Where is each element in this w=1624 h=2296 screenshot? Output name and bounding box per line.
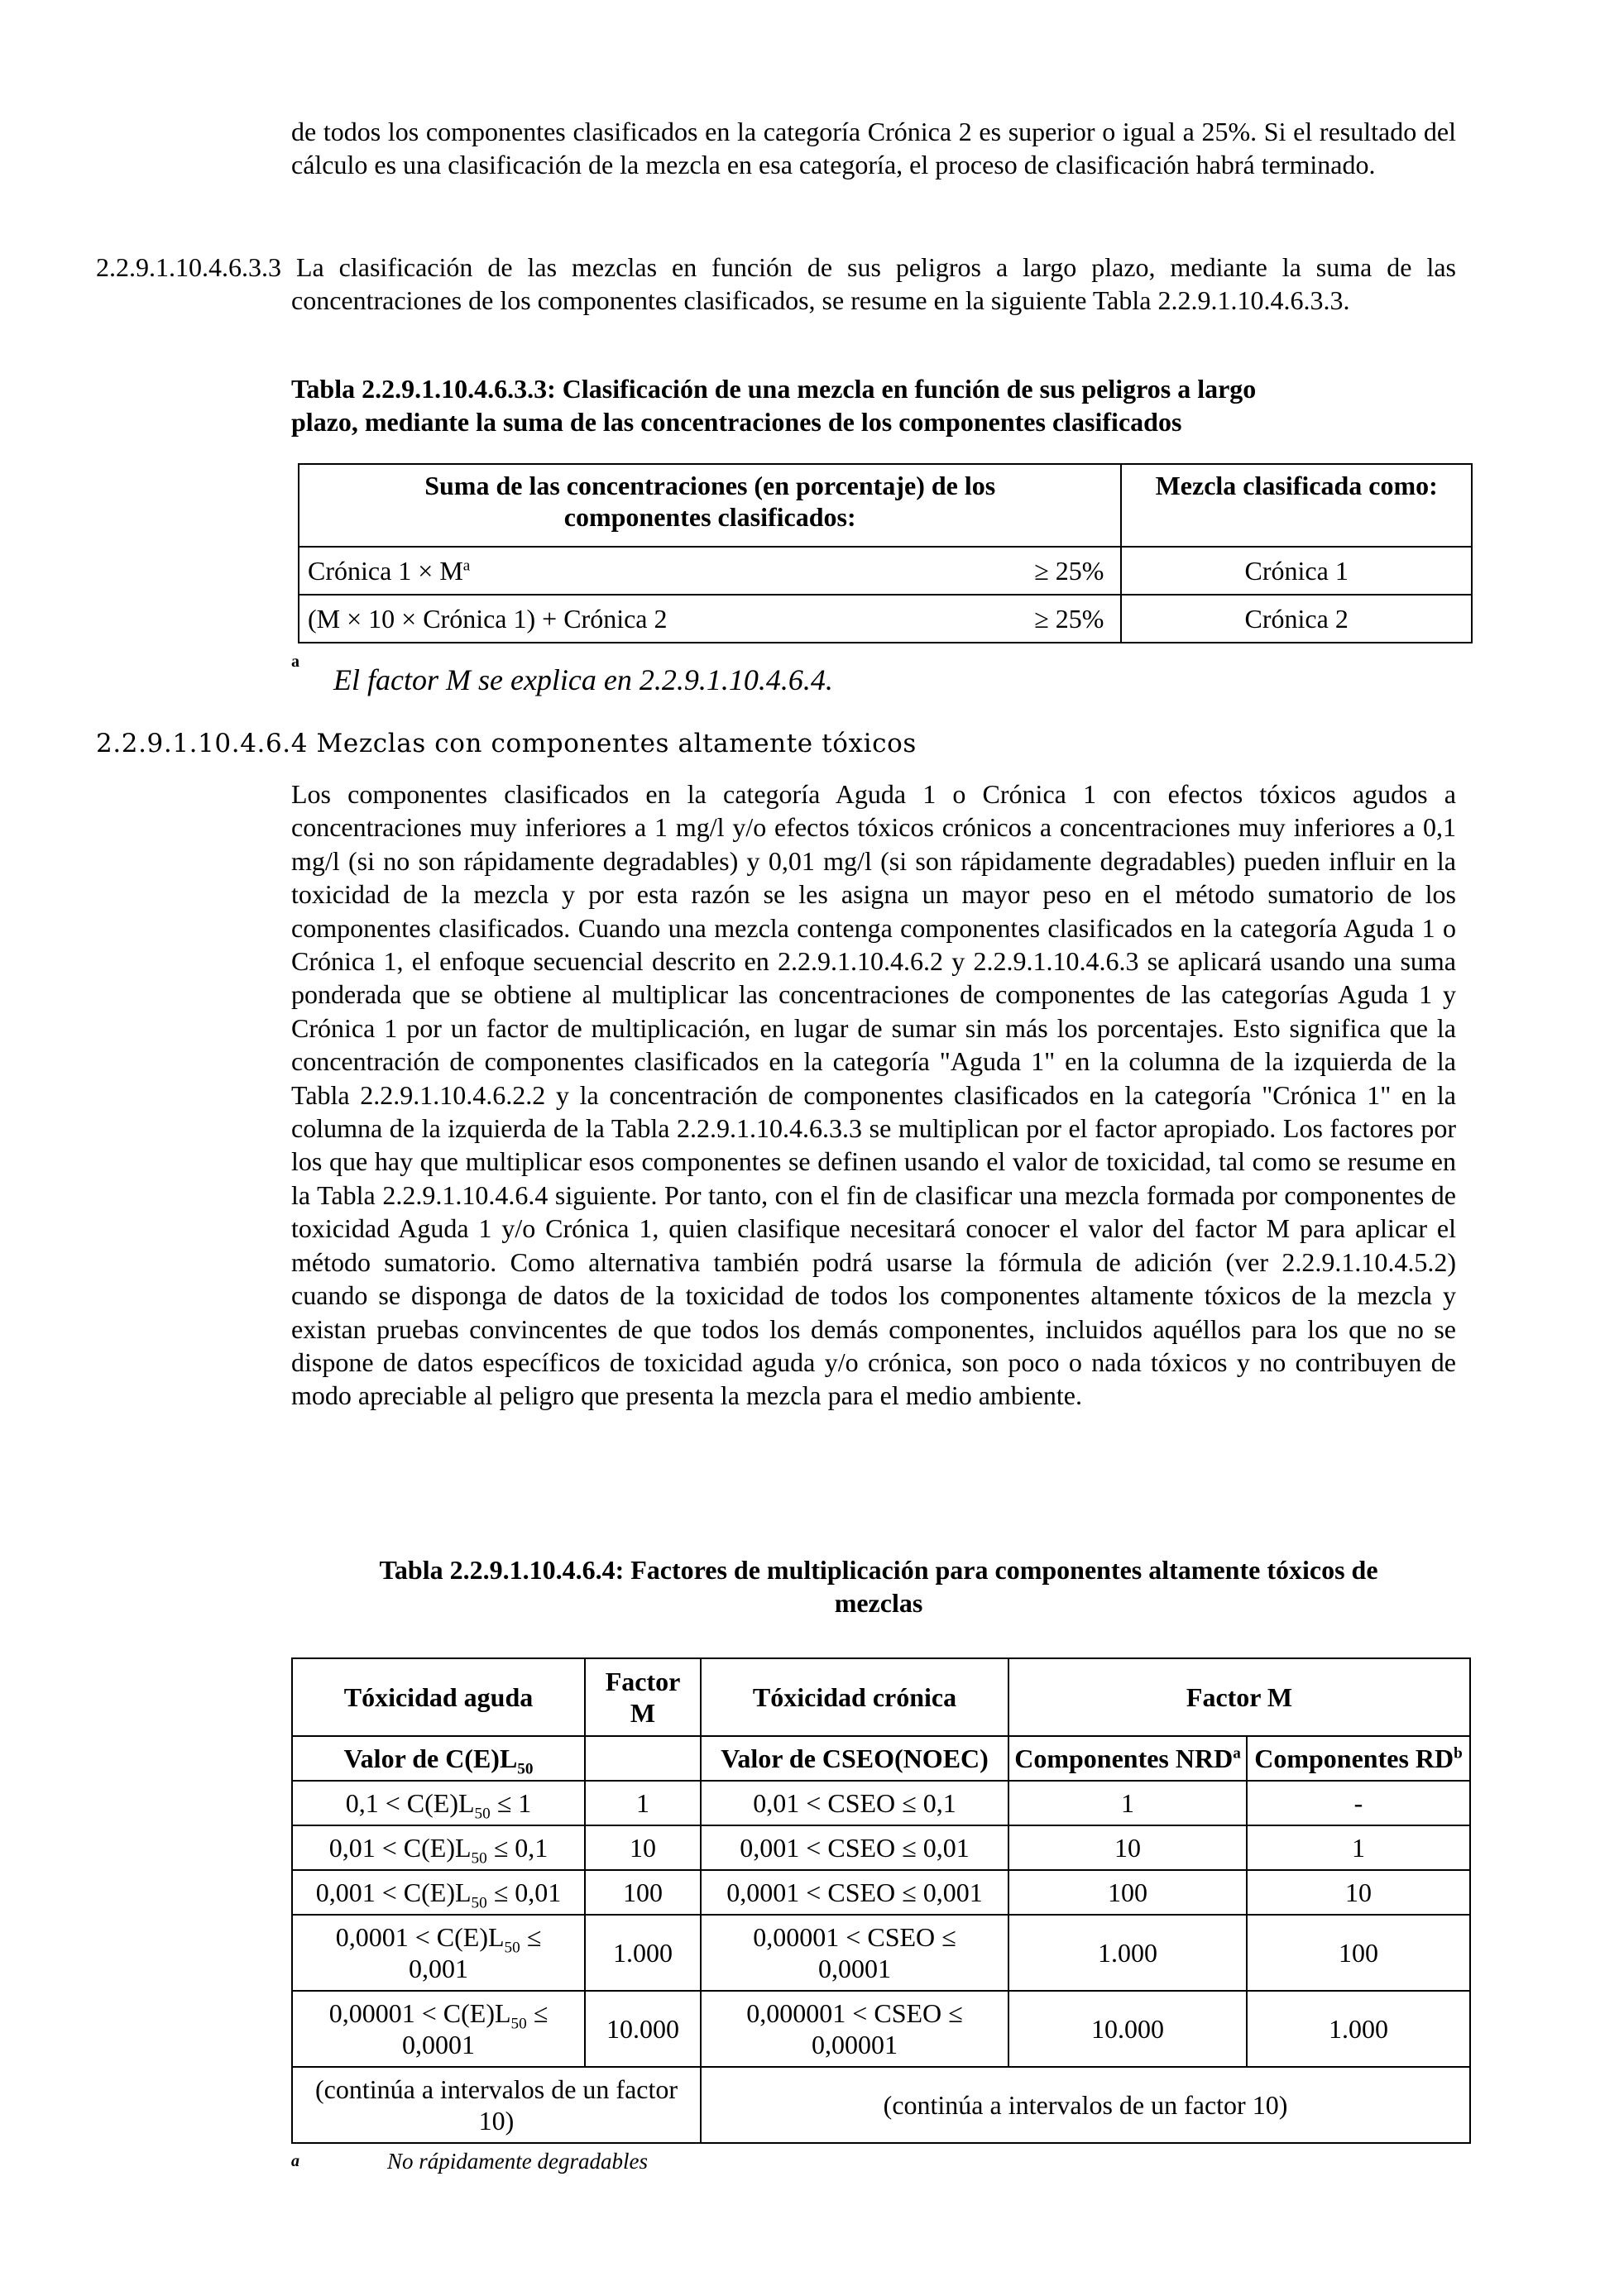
acute-range-text: 0,0001 < C(E)L (335, 1922, 505, 1952)
intro-paragraph: de todos los componentes clasificados en la categoría Crónica 2 es superior o igual a 25%. Si el resultado del cálculo es una clasificación de la mezcla en esa categoría, el proceso de clasificación habrá terminado. (291, 117, 1456, 179)
acute-range-text: 0,1 < C(E)L (345, 1788, 475, 1818)
section-3-text: La clasificación de las mezclas en función de sus peligros a largo plazo, mediante la suma de las concentraciones de los componentes clasificados, se resume en la siguiente Tabla 2.2.9.1.10.4.6.3.3. (291, 252, 1457, 315)
table2-subheader-acute (292, 1736, 585, 1781)
table-row (299, 547, 1472, 595)
table1-header-classified: Mezcla clasificada como: (1121, 464, 1472, 547)
table2-factor-cell: 10.000 (585, 1991, 701, 2067)
table2-rd-cell: 1 (1247, 1825, 1470, 1870)
table1-title-line2: plazo, mediante la suma de las concentraciones de los componentes clasificados (291, 407, 1182, 437)
acute-range-text: 0,001 < C(E)L (315, 1877, 472, 1907)
table2-subheader-nrd-text: Componentes NRD (1014, 1744, 1234, 1773)
footnote-marker: a (462, 557, 471, 575)
table1-threshold: ≥ 25% (970, 547, 1121, 595)
table2-nrd-cell: 10 (1008, 1825, 1247, 1870)
table-row (292, 1781, 1470, 1825)
section-3-paragraph (96, 251, 1456, 317)
table2-rd-cell: - (1247, 1781, 1470, 1825)
table2-factor-cell: 100 (585, 1870, 701, 1915)
table1-expr-cell (299, 547, 970, 595)
table1-expr: (M × 10 × Crónica 1) + Crónica 2 (308, 604, 668, 634)
table-row (292, 1915, 1470, 1991)
table2-header-factor (585, 1658, 701, 1736)
acute-range-text: ≤ (526, 1998, 549, 2028)
table2-factor-cell: 1 (585, 1781, 701, 1825)
table2-acute-cell (292, 1781, 585, 1825)
acute-range-text: 0,01 < C(E)L (328, 1833, 472, 1863)
table2-acute-cell (292, 1825, 585, 1870)
table1-footnote-text: El factor M se explica en 2.2.9.1.10.4.6.4. (333, 663, 833, 696)
table2-chronic-cell: 0,001 < CSEO ≤ 0,01 (701, 1825, 1008, 1870)
table2-header-factor-line1: Factor (605, 1667, 681, 1696)
table2-chronic-cell: 0,01 < CSEO ≤ 0,1 (701, 1781, 1008, 1825)
table2-acute-cell (292, 1870, 585, 1915)
continue-left-line2: 10) (478, 2106, 515, 2136)
table2-nrd-cell: 10.000 (1008, 1991, 1247, 2067)
table2-chronic-cell (701, 1991, 1008, 2067)
table2-acute-cell (292, 1915, 585, 1991)
subscript-50: 50 (517, 1760, 534, 1778)
table2-header-acute: Tóxicidad aguda (292, 1658, 585, 1736)
table2-rd-cell: 10 (1247, 1870, 1470, 1915)
acute-range-text: ≤ 0,01 (486, 1877, 562, 1907)
table-row (292, 1991, 1470, 2067)
table2-subheader-chronic: Valor de CSEO(NOEC) (701, 1736, 1008, 1781)
table2-chronic-cell (701, 1915, 1008, 1991)
table1-expr: Crónica 1 × M (308, 556, 463, 586)
table2-subheader-acute-text: Valor de C(E)L (343, 1744, 518, 1773)
table1-result: Crónica 1 (1121, 547, 1472, 595)
acute-range-text: ≤ 1 (490, 1788, 532, 1818)
table2-title (291, 1553, 1466, 1619)
chronic-range-text: 0,0001 (818, 1954, 891, 1983)
table2-subheader-empty (585, 1736, 701, 1781)
table1-threshold: ≥ 25% (970, 595, 1121, 643)
table2-header-factor-m: Factor M (1008, 1658, 1470, 1736)
table1 (298, 463, 1473, 643)
chronic-range-text: 0,00001 (812, 2030, 898, 2059)
subscript-50: 50 (471, 1894, 487, 1912)
table2-title-line2: mezclas (834, 1588, 923, 1618)
subscript-50: 50 (471, 1849, 487, 1868)
table2-acute-cell (292, 1991, 585, 2067)
table2-title-line1: Tabla 2.2.9.1.10.4.6.4: Factores de multiplicación para componentes altamente tóxicos de (379, 1555, 1378, 1585)
table2-subheader-rd-text: Componentes RD (1254, 1744, 1454, 1773)
table2-continue-right: (continúa a intervalos de un factor 10) (701, 2067, 1470, 2143)
subscript-50: 50 (510, 2015, 527, 2033)
table1-header-sum (299, 464, 1121, 547)
table2-factor-cell: 10 (585, 1825, 701, 1870)
table1-header-sum-line1: Suma de las concentraciones (en porcentaje) de los (424, 471, 996, 500)
acute-range-text: 0,00001 < C(E)L (328, 1998, 511, 2028)
table1-footnote (291, 653, 833, 698)
subscript-50: 50 (504, 1939, 520, 1957)
acute-range-text: 0,0001 (402, 2030, 475, 2059)
table1-header-sum-line2: componentes clasificados: (563, 502, 856, 532)
table-row (292, 2067, 1470, 2143)
table2-header-chronic: Tóxicidad crónica (701, 1658, 1008, 1736)
chronic-range-text: 0,000001 < CSEO ≤ (746, 1998, 963, 2028)
table2-factor-cell: 1.000 (585, 1915, 701, 1991)
table2-subheader-rd (1247, 1736, 1470, 1781)
acute-range-text: ≤ (520, 1922, 542, 1952)
table2-rd-cell: 1.000 (1247, 1991, 1470, 2067)
table1-result: Crónica 2 (1121, 595, 1472, 643)
table2-footnote-mark: a (291, 2152, 299, 2170)
table1-title (291, 372, 1466, 438)
chronic-range-text: 0,00001 < CSEO ≤ (753, 1922, 956, 1952)
table1-footnote-mark: a (291, 653, 299, 671)
acute-range-text: 0,001 (409, 1954, 468, 1983)
table2-chronic-cell: 0,0001 < CSEO ≤ 0,001 (701, 1870, 1008, 1915)
footnote-marker: b (1454, 1744, 1463, 1763)
table1-title-line1: Tabla 2.2.9.1.10.4.6.3.3: Clasificación de una mezcla en función de sus peligros a largo (291, 374, 1257, 404)
table1-expr-cell (299, 595, 970, 643)
table2-nrd-cell: 1 (1008, 1781, 1247, 1825)
acute-range-text: ≤ 0,1 (486, 1833, 549, 1863)
table-row (292, 1870, 1470, 1915)
continue-left-line1: (continúa a intervalos de un factor (314, 2074, 678, 2104)
table2-footnote (291, 2147, 648, 2175)
table-row (299, 595, 1472, 643)
footnote-marker: a (1233, 1744, 1241, 1763)
table2-nrd-cell: 100 (1008, 1870, 1247, 1915)
section-4-heading: 2.2.9.1.10.4.6.4 Mezclas con componentes altamente tóxicos (96, 729, 917, 758)
table2-continue-left (292, 2067, 701, 2143)
table2-nrd-cell: 1.000 (1008, 1915, 1247, 1991)
subscript-50: 50 (474, 1805, 491, 1823)
table2 (291, 1657, 1471, 2144)
table-row (292, 1825, 1470, 1870)
table2-rd-cell: 100 (1247, 1915, 1470, 1991)
table2-subheader-nrd (1008, 1736, 1247, 1781)
section-4-paragraph: Los componentes clasificados en la categoría Aguda 1 o Crónica 1 con efectos tóxicos agudos a concentraciones muy inferiores a 1 mg/l y/o efectos tóxicos crónicos a concentraciones muy inferiores a 0,1 mg/l (si no son rápidamente degradables) y 0,01 mg/l (si son rápidamente degradables) pueden influir en la toxicidad de la mezcla y por esta razón se les asigna un mayor peso en el método sumatorio de los componentes clasificados. Cuando una mezcla contenga componentes clasificados en la categoría Aguda 1 o Crónica 1, el enfoque secuencial descrito en 2.2.9.1.10.4.6.2 y 2.2.9.1.10.4.6.3 se aplicará usando una suma ponderada que se obtiene al multiplicar las concentraciones de componentes de las categorías Aguda 1 y Crónica 1 por un factor de multiplicación, en lugar de sumar sin más los porcentajes. Esto significa que la concentración de componentes clasificados en la categoría "Aguda 1" en la columna de la izquierda de la Tabla 2.2.9.1.10.4.6.2.2 y la concentración de componentes clasificados en la categoría "Crónica 1" en la columna de la izquierda de la Tabla 2.2.9.1.10.4.6.3.3 se multiplican por el factor apropiado. Los factores por los que hay que multiplicar esos componentes se definen usando el valor de toxicidad, tal como se resume en la Tabla 2.2.9.1.10.4.6.4 siguiente. Por tanto, con el fin de clasificar una mezcla formada por componentes de toxicidad Aguda 1 y/o Crónica 1, quien clasifique necesitará conocer el valor del factor M para aplicar el método sumatorio. Como alternativa también podrá usarse la fórmula de adición (ver 2.2.9.1.10.4.5.2) cuando se disponga de datos de la toxicidad de todos los componentes altamente tóxicos de la mezcla y existan pruebas convincentes de que todos los demás componentes, incluidos aquéllos para los que no se dispone de datos específicos de toxicidad aguda y/o crónica, son poco o nada tóxicos y no contribuyen de modo apreciable al peligro que presenta la mezcla para el medio ambiente. (291, 779, 1456, 1411)
section-3-number: 2.2.9.1.10.4.6.3.3 (96, 252, 281, 282)
table2-footnote-text: No rápidamente degradables (387, 2149, 648, 2174)
table2-header-factor-line2: M (630, 1698, 656, 1728)
